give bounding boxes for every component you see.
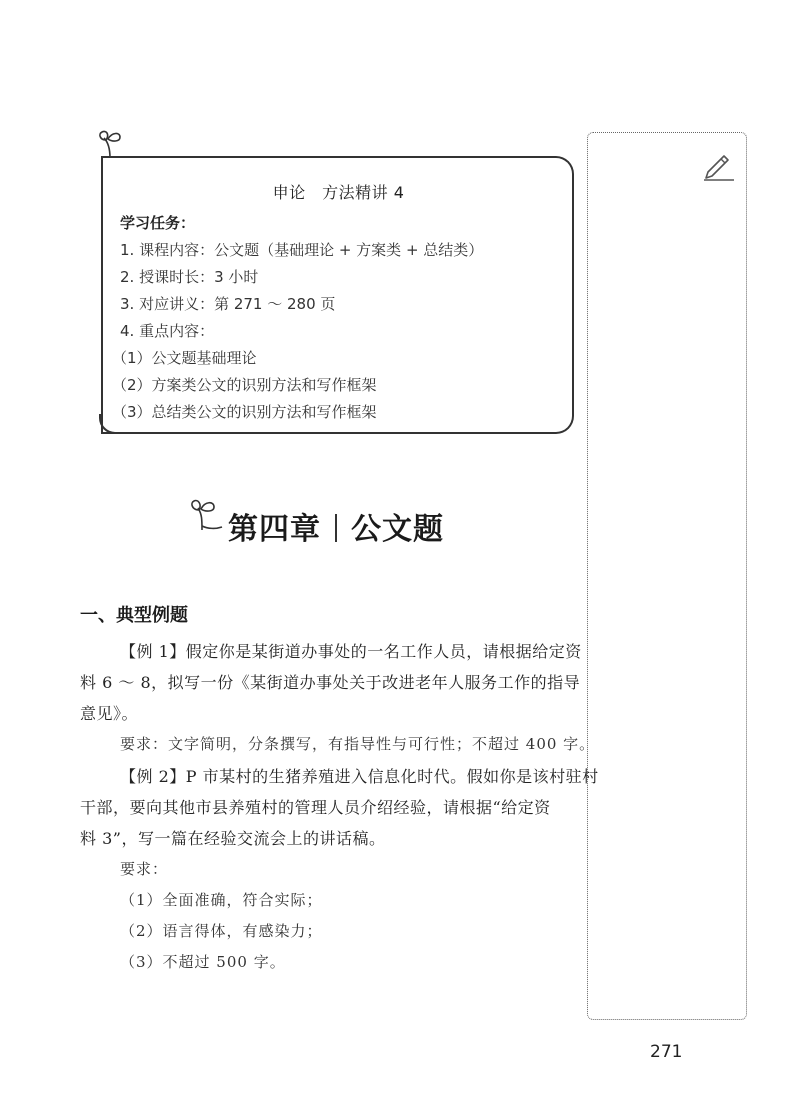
task-item: 3. 对应讲义：第 271 ～ 280 页	[120, 295, 336, 313]
task-item: 2. 授课时长：3 小时	[120, 268, 259, 286]
page-number: 271	[650, 1042, 683, 1062]
example2-requirement: （3）不超过 500 字。	[120, 953, 286, 971]
example1-requirement: 要求：文字简明，分条撰写，有指导性与可行性；不超过 400 字。	[120, 735, 596, 753]
chapter-heading	[228, 504, 444, 548]
example1-line: 料 6 ～ 8，拟写一份《某街道办事处关于改进老年人服务工作的指导	[80, 673, 581, 692]
task-subitem: （1）公文题基础理论	[112, 349, 257, 367]
example1-line: 【例 1】假定你是某街道办事处的一名工作人员，请根据给定资	[120, 642, 582, 661]
example2-line: 干部，要向其他市县养殖村的管理人员介绍经验，请根据“给定资	[80, 798, 551, 817]
chapter-divider	[335, 514, 337, 542]
task-heading: 学习任务：	[120, 214, 196, 232]
example1-line: 意见》。	[80, 704, 139, 723]
chapter-name: 公文题	[351, 512, 444, 547]
task-box-title: 申论 方法精讲 4	[272, 183, 405, 202]
sprout-icon	[188, 496, 226, 532]
example2-line: 【例 2】P 市某村的生猪养殖进入信息化时代。假如你是该村驻村	[120, 767, 599, 786]
example2-requirement: （1）全面准确，符合实际；	[120, 891, 323, 909]
task-item: 4. 重点内容：	[120, 322, 215, 340]
pencil-icon	[702, 148, 736, 182]
example2-line: 料 3”，写一篇在经验交流会上的讲话稿。	[80, 829, 386, 848]
task-subitem: （2）方案类公文的识别方法和写作框架	[112, 376, 377, 394]
chapter-number: 第四章	[228, 512, 321, 547]
example2-requirement-label: 要求：	[120, 860, 169, 878]
task-item: 1. 课程内容：公文题（基础理论 + 方案类 + 总结类）	[120, 241, 484, 259]
notes-sidebar	[587, 132, 747, 1020]
section-title: 一、典型例题	[80, 605, 188, 626]
task-subitem: （3）总结类公文的识别方法和写作框架	[112, 403, 377, 421]
example2-requirement: （2）语言得体，有感染力；	[120, 922, 323, 940]
